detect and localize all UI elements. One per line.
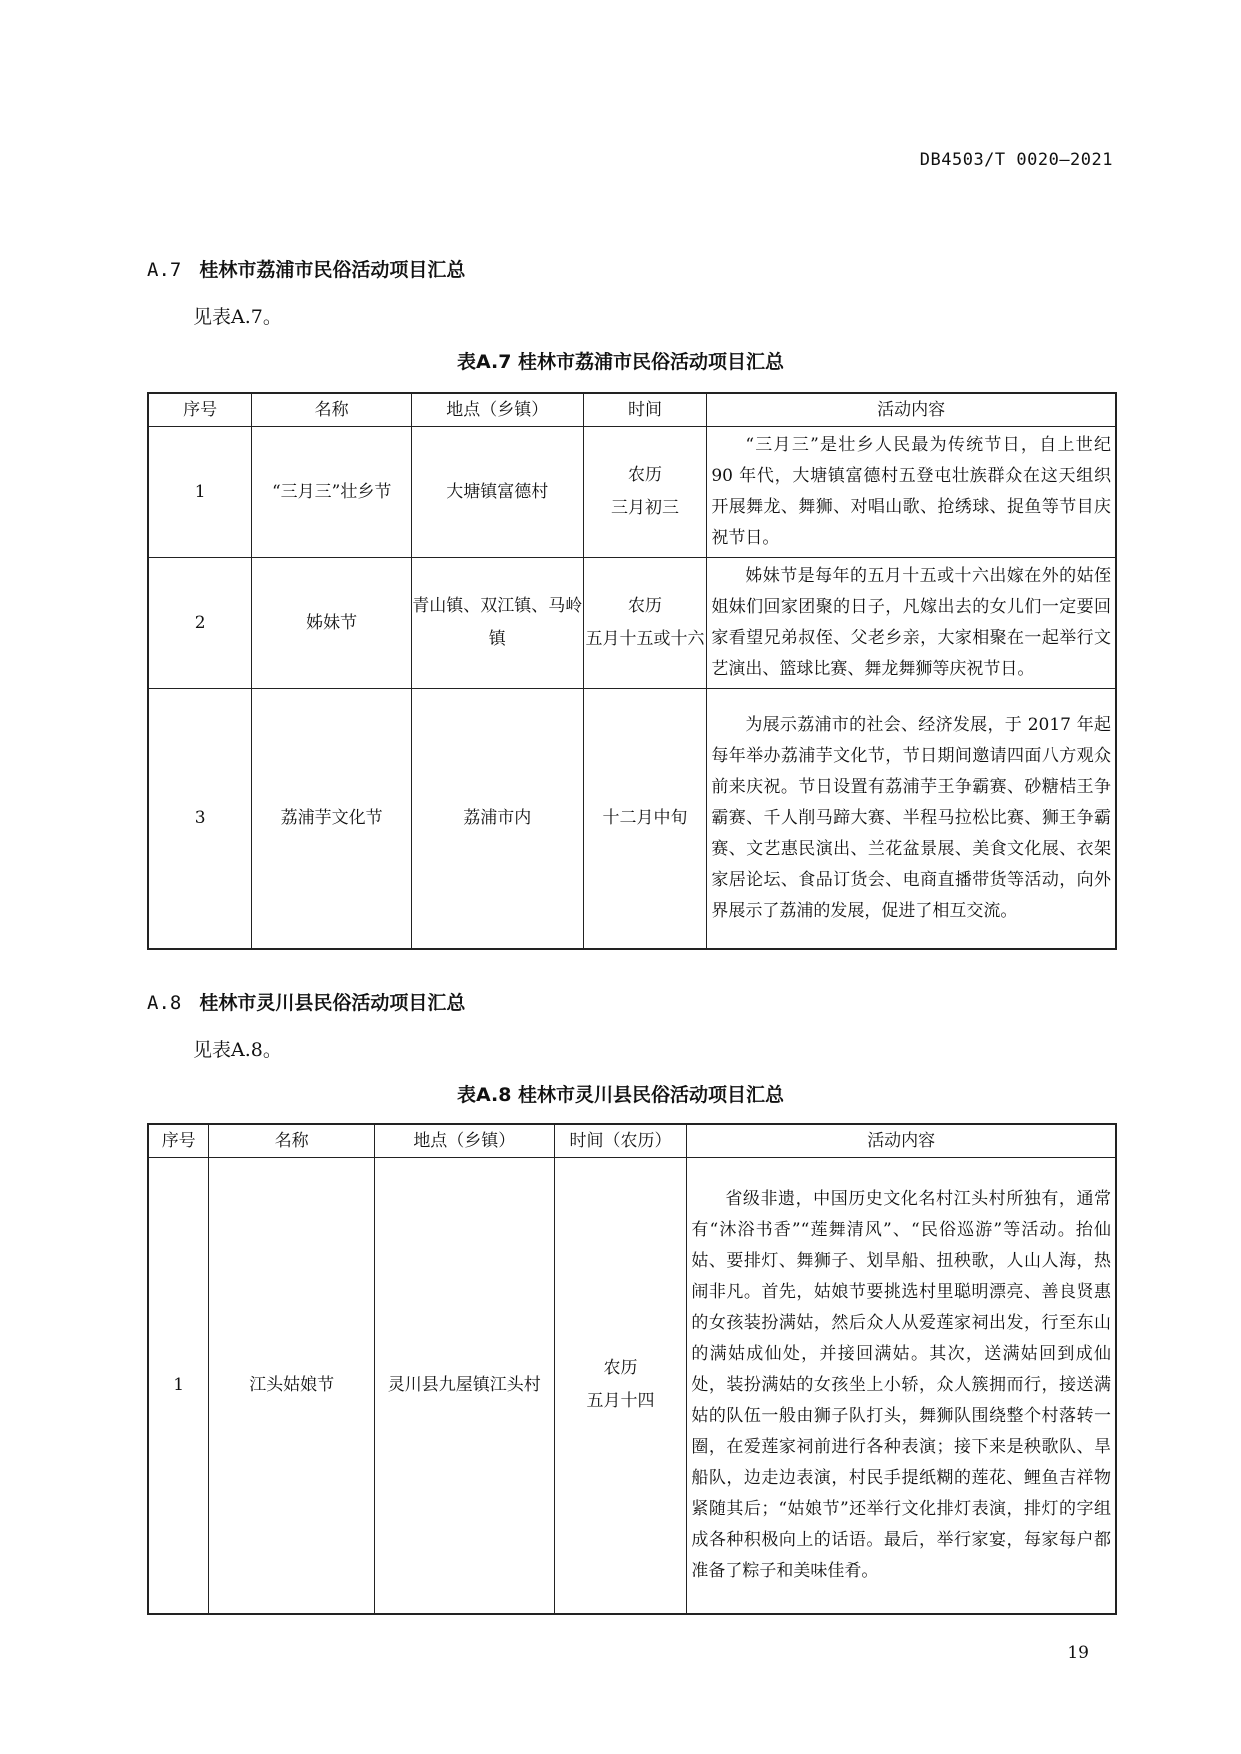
table-row: [148, 558, 1116, 689]
column-header: 时间: [583, 393, 707, 427]
section-heading-a7: [147, 255, 465, 282]
table-reference: 见表A.8。: [193, 1039, 282, 1061]
activity-content: 为展示荔浦市的社会、经济发展，于 2017 年起每年举办荔浦芋文化节，节日期间邀请四面八方观众前来庆祝。节日设置有荔浦芋王争霸赛、砂糖桔王争霸赛、千人削马蹄大赛、半程马拉松比赛、狮王争霸赛、文艺惠民演出、兰花盆景展、美食文化展、衣架家居论坛、食品订货会、电商直播带货等活动，向外界展示了荔浦的发展，促进了相互交流。: [707, 689, 1116, 949]
table-header-row: [148, 1124, 1116, 1158]
page-number: 19: [1067, 1643, 1089, 1663]
section-number: A.8: [147, 992, 182, 1014]
section-title: 桂林市灵川县民俗活动项目汇总: [199, 992, 466, 1014]
activity-time: 农历 三月初三: [583, 427, 707, 558]
section-heading-a8: [147, 988, 465, 1015]
table-caption-a7: 表A.7 桂林市荔浦市民俗活动项目汇总: [456, 351, 785, 373]
activity-place: 灵川县九屋镇江头村: [375, 1158, 555, 1614]
column-header: 名称: [209, 1124, 375, 1158]
activity-place: 青山镇、双江镇、马岭镇: [411, 558, 583, 689]
activity-time: 农历 五月十四: [554, 1158, 687, 1614]
row-number: 1: [148, 1158, 209, 1614]
table-row: [148, 1158, 1116, 1614]
activity-content: 姊妹节是每年的五月十五或十六出嫁在外的姑侄姐妹们回家团聚的日子，凡嫁出去的女儿们一定要回家看望兄弟叔侄、父老乡亲，大家相聚在一起举行文艺演出、篮球比赛、舞龙舞狮等庆祝节日。: [707, 558, 1116, 689]
table-a7: [147, 392, 1117, 950]
column-header: 活动内容: [687, 1124, 1116, 1158]
column-header: 序号: [148, 393, 252, 427]
row-number: 2: [148, 558, 252, 689]
column-header: 名称: [252, 393, 412, 427]
table-a8: [147, 1123, 1117, 1615]
column-header: 序号: [148, 1124, 209, 1158]
table-row: [148, 689, 1116, 949]
activity-name: 姊妹节: [252, 558, 412, 689]
activity-content: “三月三”是壮乡人民最为传统节日，自上世纪 90 年代，大塘镇富德村五登屯壮族群众在这天组织开展舞龙、舞狮、对唱山歌、抢绣球、捉鱼等节目庆祝节日。: [707, 427, 1116, 558]
activity-time: 十二月中旬: [583, 689, 707, 949]
column-header: 地点（乡镇）: [411, 393, 583, 427]
column-header: 地点（乡镇）: [375, 1124, 555, 1158]
column-header: 活动内容: [707, 393, 1116, 427]
activity-place: 大塘镇富德村: [411, 427, 583, 558]
activity-time: 农历 五月十五或十六: [583, 558, 707, 689]
row-number: 1: [148, 427, 252, 558]
table-header-row: [148, 393, 1116, 427]
section-title: 桂林市荔浦市民俗活动项目汇总: [199, 259, 466, 281]
activity-name: 荔浦芋文化节: [252, 689, 412, 949]
table-reference: 见表A.7。: [193, 306, 282, 328]
activity-content: 省级非遗，中国历史文化名村江头村所独有，通常有“沐浴书香”“莲舞清风”、“民俗巡游”等活动。抬仙姑、要排灯、舞狮子、划旱船、扭秧歌，人山人海，热闹非凡。首先，姑娘节要挑选村里聪明漂亮、善良贤惠的女孩装扮满姑，然后众人从爱莲家祠出发，行至东山的满姑成仙处，并接回满姑。其次，送满姑回到成仙处，装扮满姑的女孩坐上小轿，众人簇拥而行，接送满姑的队伍一般由狮子队打头，舞狮队围绕整个村落转一圈，在爱莲家祠前进行各种表演；接下来是秧歌队、旱船队，边走边表演，村民手提纸糊的莲花、鲤鱼吉祥物紧随其后；“姑娘节”还举行文化排灯表演，排灯的字组成各种积极向上的话语。最后，举行家宴，每家每户都准备了粽子和美味佳肴。: [687, 1158, 1116, 1614]
activity-name: 江头姑娘节: [209, 1158, 375, 1614]
table-caption-a8: 表A.8 桂林市灵川县民俗活动项目汇总: [456, 1084, 785, 1106]
document-id: DB4503/T 0020—2021: [919, 150, 1113, 170]
activity-place: 荔浦市内: [411, 689, 583, 949]
column-header: 时间（农历）: [554, 1124, 687, 1158]
section-number: A.7: [147, 259, 182, 281]
table-row: [148, 427, 1116, 558]
activity-name: “三月三”壮乡节: [252, 427, 412, 558]
row-number: 3: [148, 689, 252, 949]
